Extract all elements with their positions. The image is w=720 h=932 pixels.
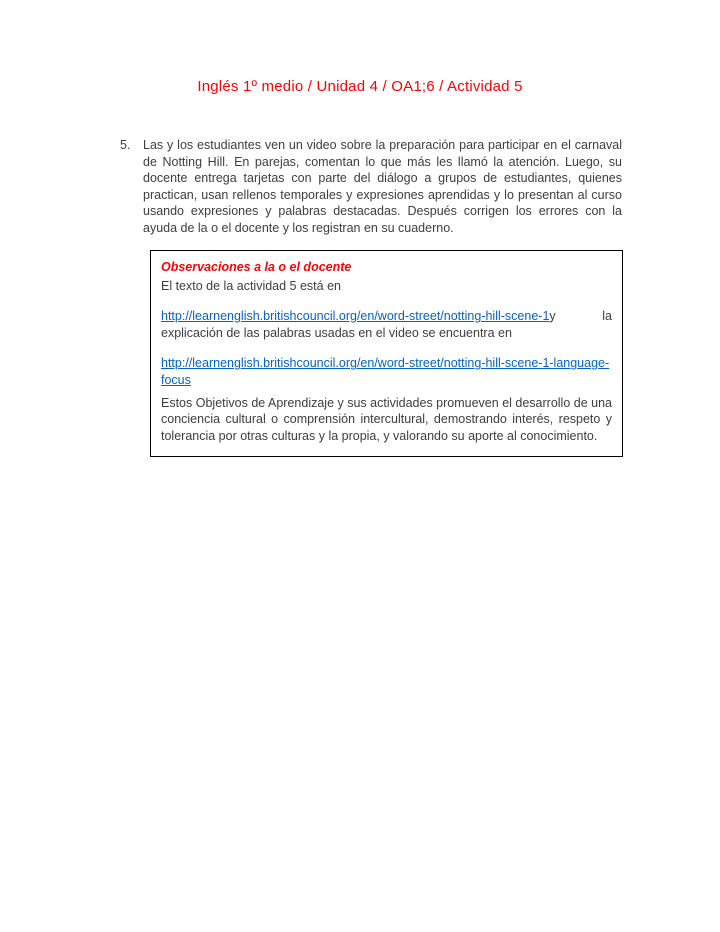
activity-item [120,137,622,237]
page-title: Inglés 1º medio / Unidad 4 / OA1;6 / Actividad 5 [197,78,523,95]
activity-text: Las y los estudiantes ven un video sobre la preparación para participar en el carnaval de Notting Hill. En parejas, comentan lo que más les llamó la atención. Luego, su docente entrega tarjetas con parte del diálogo a grupos de estudiantes, quienes practican, usan rellenos temporales y expresiones aprendidas y lo presentan al curso usando expresiones y palabras destacadas. Después corrigen los errores con la ayuda de la o el docente y los registran en su cuaderno. [143,138,622,235]
objectives-text: Estos Objetivos de Aprendizaje y sus actividades promueven el desarrollo de una conciencia cultural o comprensión intercultural, demostrando interés, respeto y tolerancia por otras culturas y la propia, y valorando su aporte al conocimiento. [161,395,612,443]
link1-line [161,308,612,341]
scene-1-link[interactable]: http://learnenglish.britishcouncil.org/en/word-street/notting-hill-scene-1 [161,309,550,324]
language-focus-link[interactable]: http://learnenglish.britishcouncil.org/en/word-street/notting-hill-scene-1-language-focus [161,356,610,387]
observations-heading: Observaciones a la o el docente [161,260,352,274]
link1-suffix-text: y la explicación de las palabras usadas en el video se encuentra en [161,309,612,340]
link2-line [161,355,612,388]
observations-box [150,250,623,457]
activity-number: 5. [120,138,131,152]
observations-intro: El texto de la actividad 5 está en [161,278,341,293]
